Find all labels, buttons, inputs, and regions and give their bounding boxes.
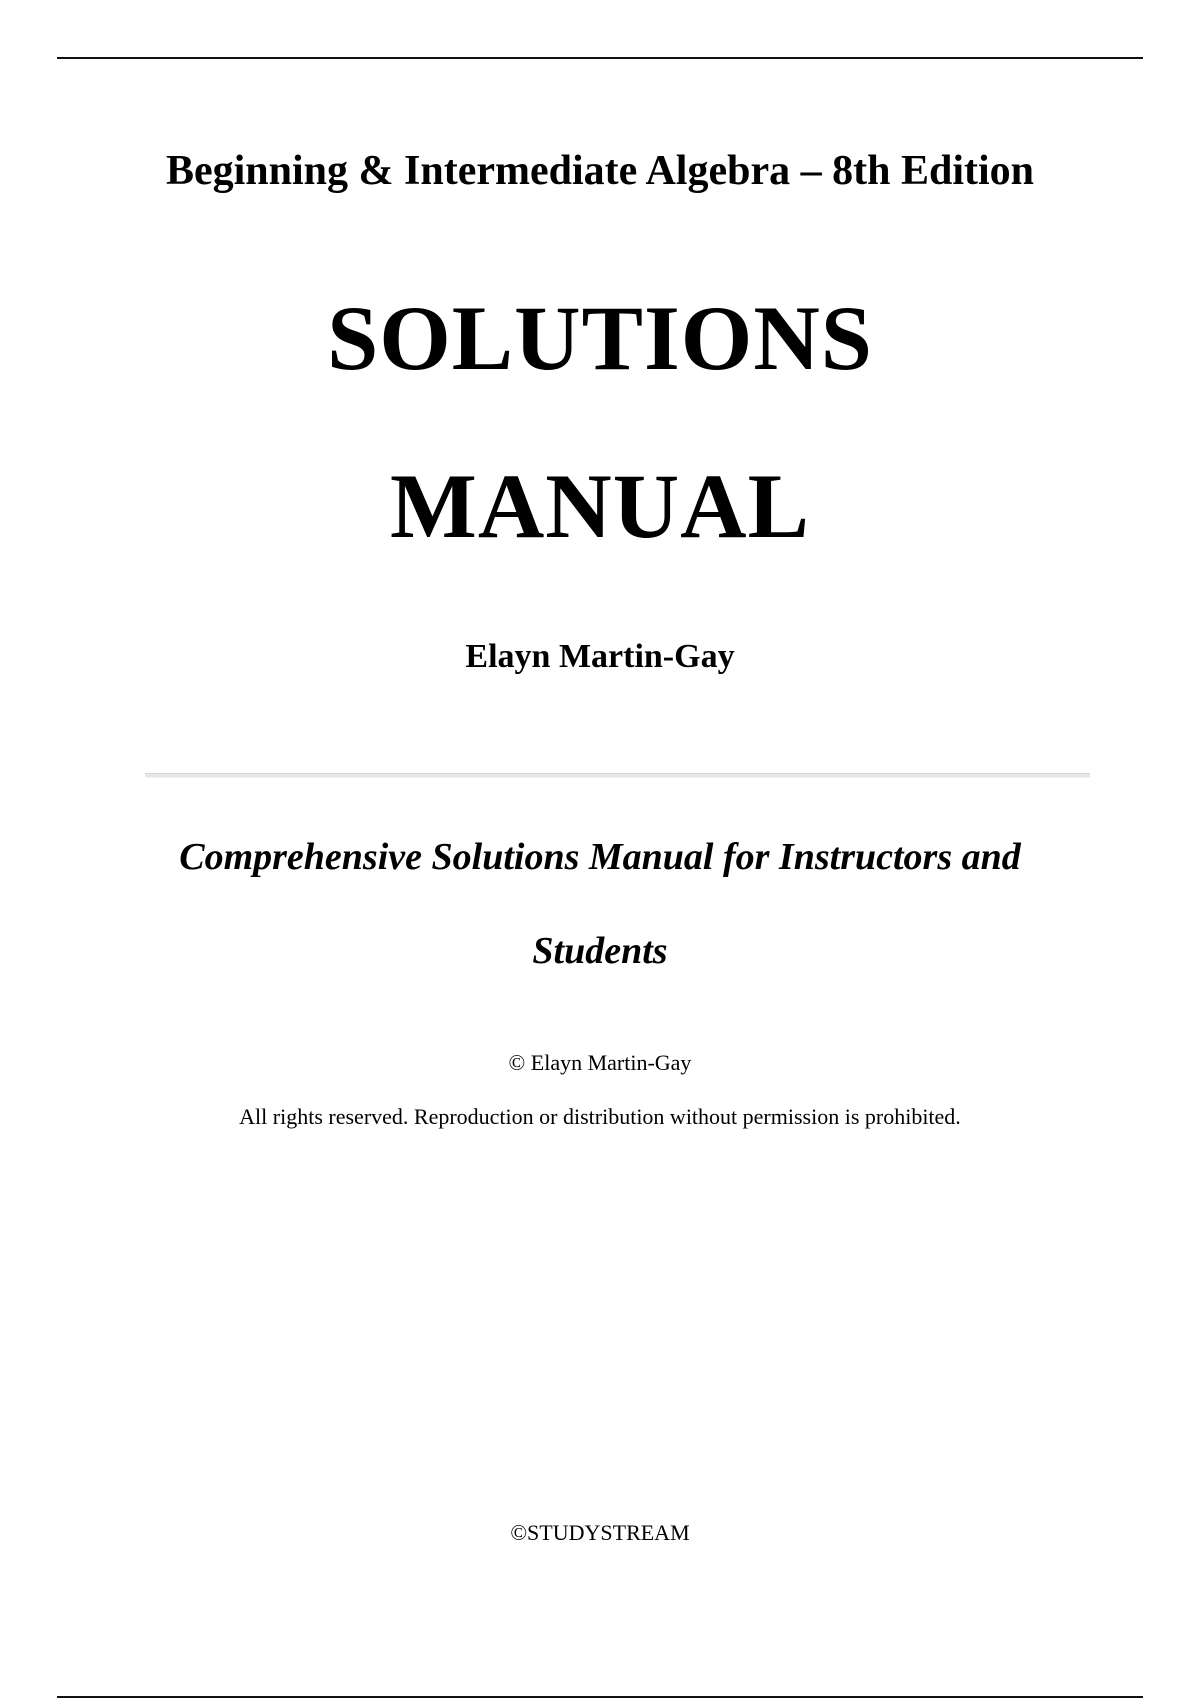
subtitle-line-2: Students [532, 930, 668, 972]
bottom-rule [57, 1696, 1143, 1698]
rights-notice: All rights reserved. Reproduction or distribution without permission is prohibited. [239, 1104, 961, 1129]
book-title: Beginning & Intermediate Algebra – 8th Edition [165, 148, 1035, 194]
main-title-line-1: SOLUTIONS [327, 287, 873, 389]
section-divider [145, 773, 1090, 778]
copyright-notice: © Elayn Martin-Gay [508, 1050, 692, 1075]
top-rule [57, 57, 1143, 59]
author-name: Elayn Martin-Gay [465, 638, 735, 675]
main-title-line-2: MANUAL [390, 455, 810, 557]
publisher-mark: ©STUDYSTREAM [510, 1520, 690, 1545]
subtitle-line-1: Comprehensive Solutions Manual for Instructors and [179, 836, 1021, 878]
